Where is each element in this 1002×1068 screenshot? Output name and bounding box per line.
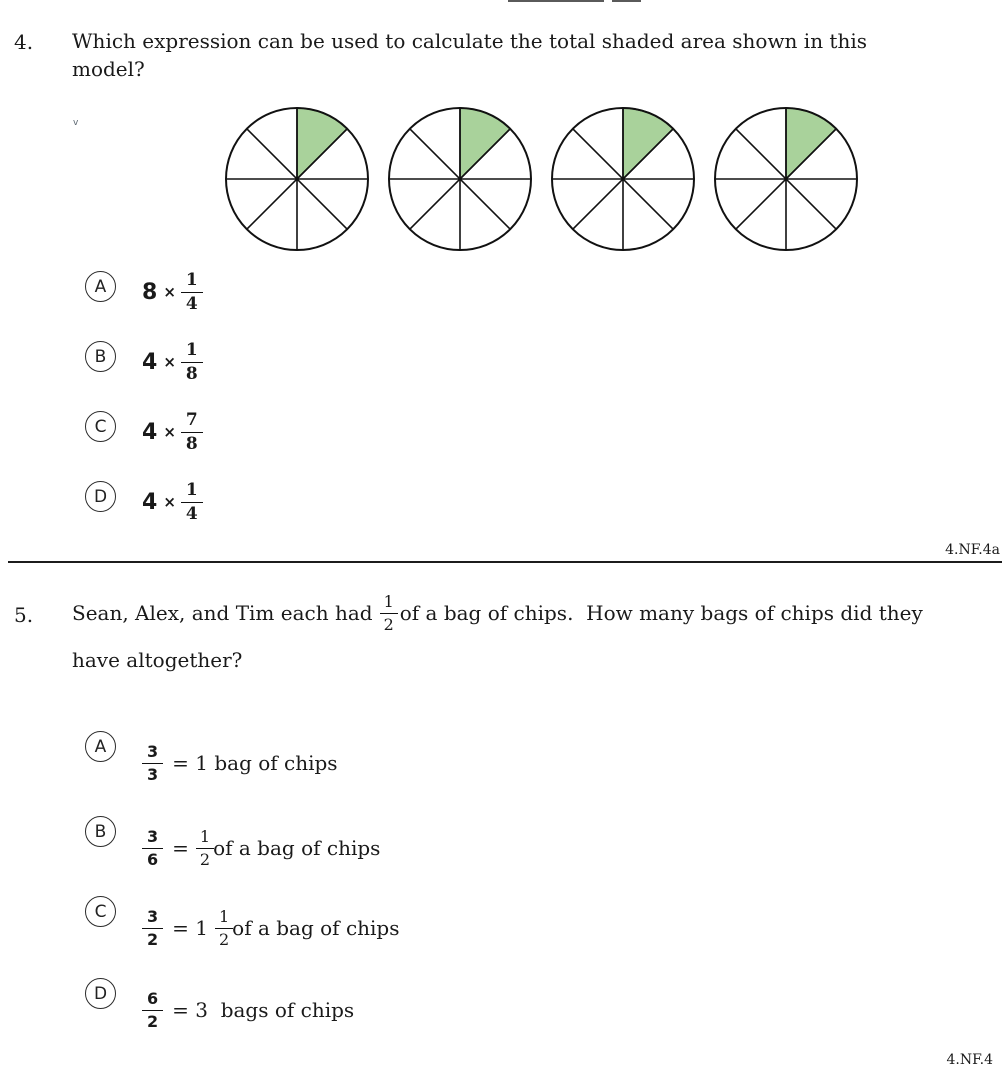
fraction-circle — [552, 108, 694, 250]
fraction-numerator: 1 — [185, 269, 198, 290]
shaded-slice — [460, 108, 510, 179]
standard-label-clipped: 4.NF.4 — [946, 1052, 993, 1068]
shaded-slice — [786, 108, 836, 179]
option-letter-circle — [85, 731, 116, 762]
option-letter-circle — [85, 411, 116, 442]
equals-text: = — [172, 836, 189, 860]
inline-fraction — [380, 591, 398, 634]
fraction-numerator: 6 — [147, 988, 159, 1008]
text-after-fraction: of a bag of chips. How many bags of chips did they — [399, 601, 923, 625]
multiply-icon: × — [163, 353, 176, 371]
option-letter: C — [94, 416, 107, 437]
coefficient: 4 — [142, 419, 158, 445]
fraction-denominator: 6 — [142, 848, 163, 868]
option-letter-circle — [85, 481, 116, 512]
multiply-icon: × — [163, 493, 176, 511]
result-text: of a bag of chips — [213, 836, 381, 860]
fraction-numerator: 3 — [147, 826, 159, 846]
fraction-circle — [226, 108, 368, 250]
q4-option-c — [85, 407, 785, 457]
fraction-denominator: 2 — [196, 848, 214, 868]
equals-text: = 1 — [172, 916, 208, 940]
fraction-numerator: 3 — [147, 906, 159, 926]
coefficient: 4 — [142, 489, 158, 515]
fraction-numerator: 1 — [199, 826, 211, 846]
option-letter: B — [94, 346, 107, 367]
fraction — [181, 269, 203, 314]
option-letter-circle — [85, 271, 116, 302]
option-letter: A — [94, 736, 107, 757]
option-letter: D — [93, 983, 108, 1004]
multiply-icon: × — [163, 283, 176, 301]
fraction — [196, 826, 214, 869]
multiply-icon: × — [163, 423, 176, 441]
fraction-denominator: 4 — [181, 292, 203, 313]
fraction-denominator: 2 — [142, 928, 163, 948]
standard-label: 4.NF.4a — [945, 542, 1000, 558]
fraction-denominator: 2 — [215, 928, 233, 948]
coefficient: 4 — [142, 349, 158, 375]
q5-option-a — [85, 735, 785, 791]
fraction-numerator: 3 — [147, 741, 159, 761]
option-letter: B — [94, 821, 107, 842]
question-text — [72, 27, 867, 83]
fraction — [181, 479, 203, 524]
q5-option-d — [85, 982, 785, 1038]
q4-option-d — [85, 477, 785, 527]
clipped-heading-artifact — [612, 0, 641, 2]
fraction-denominator: 2 — [142, 1010, 163, 1030]
option-letter: D — [93, 486, 108, 507]
fraction-circle — [715, 108, 857, 250]
text-before-fraction: Sean, Alex, and Tim each had — [72, 601, 373, 625]
fraction — [142, 826, 163, 869]
fraction-denominator: 8 — [181, 432, 203, 453]
question-text-line2: model? — [72, 57, 145, 81]
result-text: = 1 bag of chips — [172, 751, 338, 775]
fraction — [181, 409, 203, 454]
question-text-line1 — [72, 586, 923, 640]
option-letter-circle — [85, 341, 116, 372]
question-text-line1: Which expression can be used to calculate the total shaded area shown in this — [72, 29, 868, 53]
fraction-model-svg — [222, 104, 862, 254]
question-text-line2: have altogether? — [72, 648, 243, 672]
option-letter-circle — [85, 816, 116, 847]
q4-option-a — [85, 267, 785, 317]
fraction — [181, 339, 203, 384]
result-text: = 3 bags of chips — [172, 998, 355, 1022]
question-number: 4. — [14, 30, 34, 54]
fraction-denominator: 2 — [380, 613, 398, 633]
stray-cursor-mark: v — [73, 118, 79, 128]
fraction — [215, 906, 233, 949]
question-number: 5. — [14, 603, 34, 627]
fraction-denominator: 4 — [181, 502, 203, 523]
fraction-numerator: 1 — [218, 906, 230, 926]
option-letter-circle — [85, 896, 116, 927]
shaded-slice — [297, 108, 347, 179]
fraction-numerator: 1 — [383, 591, 394, 611]
fraction-circle — [389, 108, 531, 250]
fraction-numerator: 1 — [185, 479, 198, 500]
section-divider — [8, 561, 1002, 563]
fraction — [142, 741, 163, 784]
clipped-heading-artifact — [508, 0, 604, 2]
fraction-numerator: 1 — [185, 339, 198, 360]
fraction — [142, 988, 163, 1031]
fraction-denominator: 8 — [181, 362, 203, 383]
fraction-numerator: 7 — [185, 409, 198, 430]
shaded-slice — [623, 108, 673, 179]
option-letter-circle — [85, 978, 116, 1009]
option-letter: C — [94, 901, 107, 922]
q5-option-b — [85, 820, 785, 876]
fraction — [142, 906, 163, 949]
coefficient: 8 — [142, 279, 158, 305]
q5-option-c — [85, 900, 785, 956]
result-text: of a bag of chips — [232, 916, 400, 940]
option-letter: A — [94, 276, 107, 297]
fraction-denominator: 3 — [142, 763, 163, 783]
q4-option-b — [85, 337, 785, 387]
